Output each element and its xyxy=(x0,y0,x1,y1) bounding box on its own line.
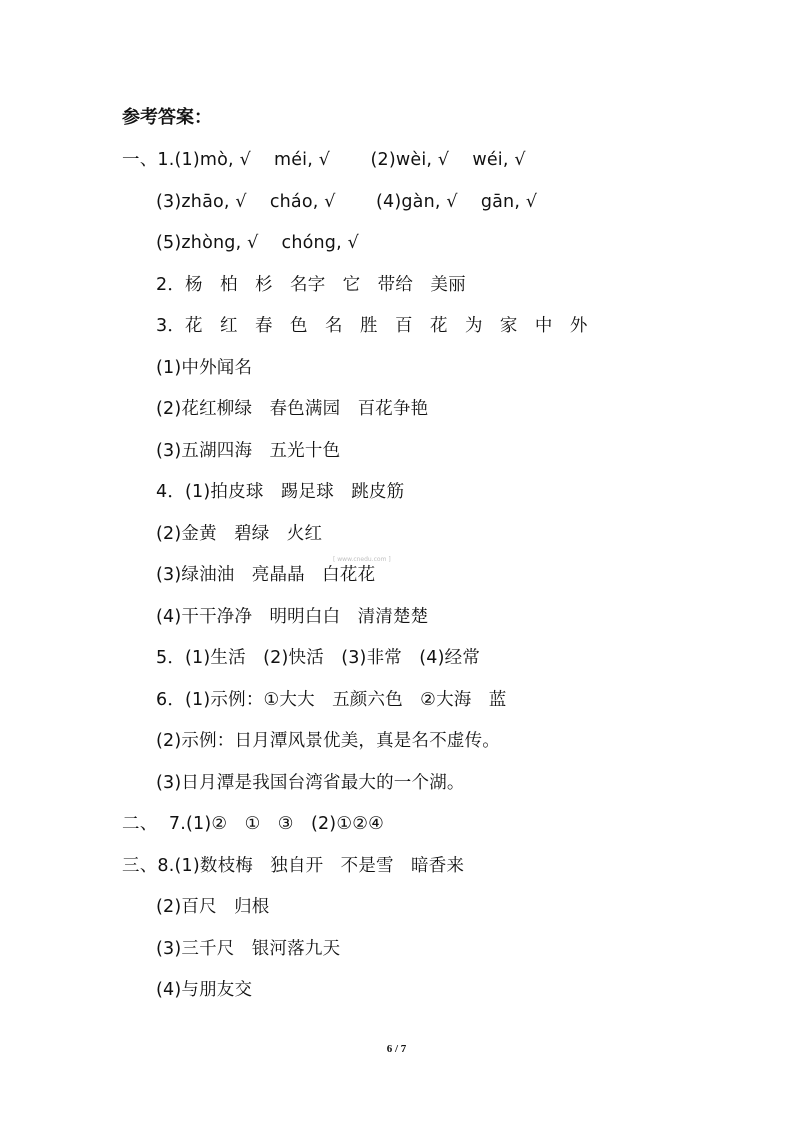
answer-line: 三、8.(1)数枝梅 独自开 不是雪 暗香来 xyxy=(122,856,465,876)
answer-line: (3)zhāo, √ cháo, √ (4)gàn, √ gān, √ xyxy=(156,192,538,212)
answer-line: 6．(1)示例：①大大 五颜六色 ②大海 蓝 xyxy=(156,690,507,710)
answer-line: (3)三千尺 银河落九天 xyxy=(156,939,341,959)
answer-line: 5．(1)生活 (2)快活 (3)非常 (4)经常 xyxy=(156,648,481,668)
answer-line: (4)与朋友交 xyxy=(156,980,253,1000)
answer-line: (2)花红柳绿 春色满园 百花争艳 xyxy=(156,399,429,419)
answer-line: (4)干干净净 明明白白 清清楚楚 xyxy=(156,607,429,627)
answer-line: (3)日月潭是我国台湾省最大的一个湖。 xyxy=(156,773,465,793)
answer-line: 2．杨 柏 杉 名字 它 带给 美丽 xyxy=(156,275,466,295)
watermark: [ www.cnedu.com ] xyxy=(333,556,391,563)
answer-line: 二、 7.(1)② ① ③ (2)①②④ xyxy=(122,814,384,834)
answer-line: (3)五湖四海 五光十色 xyxy=(156,441,341,461)
answer-line: (1)中外闻名 xyxy=(156,358,253,378)
answer-line: (2)示例：日月潭风景优美，真是名不虚传。 xyxy=(156,731,500,751)
answer-line: 4．(1)拍皮球 踢足球 跳皮筋 xyxy=(156,482,405,502)
answer-line: 一、1.(1)mò, √ méi, √ (2)wèi, √ wéi, √ xyxy=(122,150,526,170)
answer-line: (3)绿油油 亮晶晶 白花花 xyxy=(156,565,376,585)
answer-line: (5)zhòng, √ chóng, √ xyxy=(156,233,359,253)
answer-title: 参考答案： xyxy=(122,107,212,128)
answer-line: 3．花 红 春 色 名 胜 百 花 为 家 中 外 xyxy=(156,316,588,336)
answer-line: (2)百尺 归根 xyxy=(156,897,270,917)
page-number: 6 / 7 xyxy=(386,1043,407,1055)
answer-line: (2)金黄 碧绿 火红 xyxy=(156,524,323,544)
